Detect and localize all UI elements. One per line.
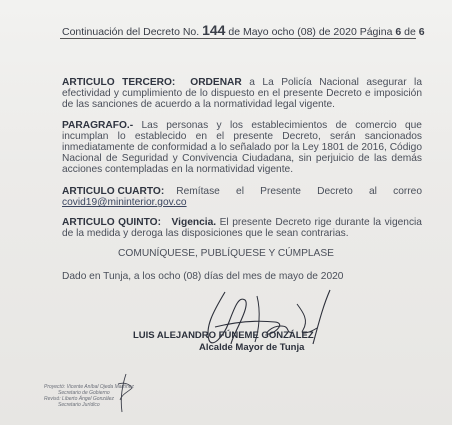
header-of: de bbox=[404, 26, 416, 38]
comuniquese-line: COMUNÍQUESE, PUBLÍQUESE Y CÚMPLASE bbox=[118, 248, 334, 259]
articulo-tercero-label: ARTICULO TERCERO: bbox=[62, 77, 176, 88]
header-divider bbox=[60, 38, 416, 39]
email-link[interactable]: covid19@mininterior.gov.co bbox=[62, 197, 187, 208]
page-number: 6 bbox=[395, 26, 402, 38]
header-date-page: de Mayo ocho (08) de 2020 Página bbox=[228, 26, 393, 38]
dado-en-tunja: Dado en Tunja, a los ocho (08) días del mes de mayo de 2020 bbox=[62, 271, 344, 282]
articulo-quinto bbox=[62, 217, 422, 239]
articulo-tercero bbox=[62, 77, 422, 110]
signatory-name: LUIS ALEJANDRO FÚNEME GONZÁLEZ bbox=[133, 330, 314, 341]
paragrafo-label: PARAGRAFO.- bbox=[62, 120, 134, 131]
articulo-cuarto-label: ARTICULO CUARTO: bbox=[62, 186, 165, 197]
articulo-tercero-text: a La Policía Nacional asegurar la efectividad y cumplimiento de lo dispuesto en el presente Decreto e imposición de las sanciones de acuerdo a la normatividad legal vigente. bbox=[62, 77, 422, 110]
footer-reviso: Revisó: Liberto Ángel González bbox=[44, 396, 115, 402]
page-total: 6 bbox=[418, 26, 425, 38]
articulo-quinto-label: ARTICULO QUINTO: bbox=[62, 217, 161, 228]
initials-mark bbox=[110, 372, 140, 417]
articulo-cuarto bbox=[62, 186, 422, 208]
page-header bbox=[62, 22, 425, 38]
articulo-quinto-text: El presente Decreto rige durante la vigencia de la medida y deroga las disposiciones que le sean contrarias. bbox=[62, 217, 422, 239]
decree-number: 144 bbox=[202, 22, 226, 38]
vigencia-label: Vigencia. bbox=[171, 217, 217, 228]
signatory-title: Alcalde Mayor de Tunja bbox=[199, 342, 305, 353]
footer-reviso-role: Secretario Jurídico bbox=[58, 402, 100, 408]
footer-proyecto-role: Secretario de Gobierno bbox=[58, 390, 110, 396]
header-prefix: Continuación del Decreto No. bbox=[62, 26, 200, 38]
articulo-tercero-order: ORDENAR bbox=[190, 77, 242, 88]
paragrafo-text: Las personas y los establecimientos de comercio que incumplan lo establecido en el presente Decreto, serán sancionados inmediatamente de conformidad a lo señalado por la Ley 1801 de 2016, Código Nacional de Seguridad y Convivencia Ciudadana, sin perjuicio de las demás acciones contempladas en la normatividad vigente. bbox=[62, 120, 422, 175]
paragrafo bbox=[62, 120, 422, 175]
articulo-cuarto-text: Remítase el Presente Decreto al correo bbox=[176, 186, 422, 197]
footer-proyecto: Proyectó: Vicente Aníbal Ojeda Martínez bbox=[44, 384, 135, 390]
